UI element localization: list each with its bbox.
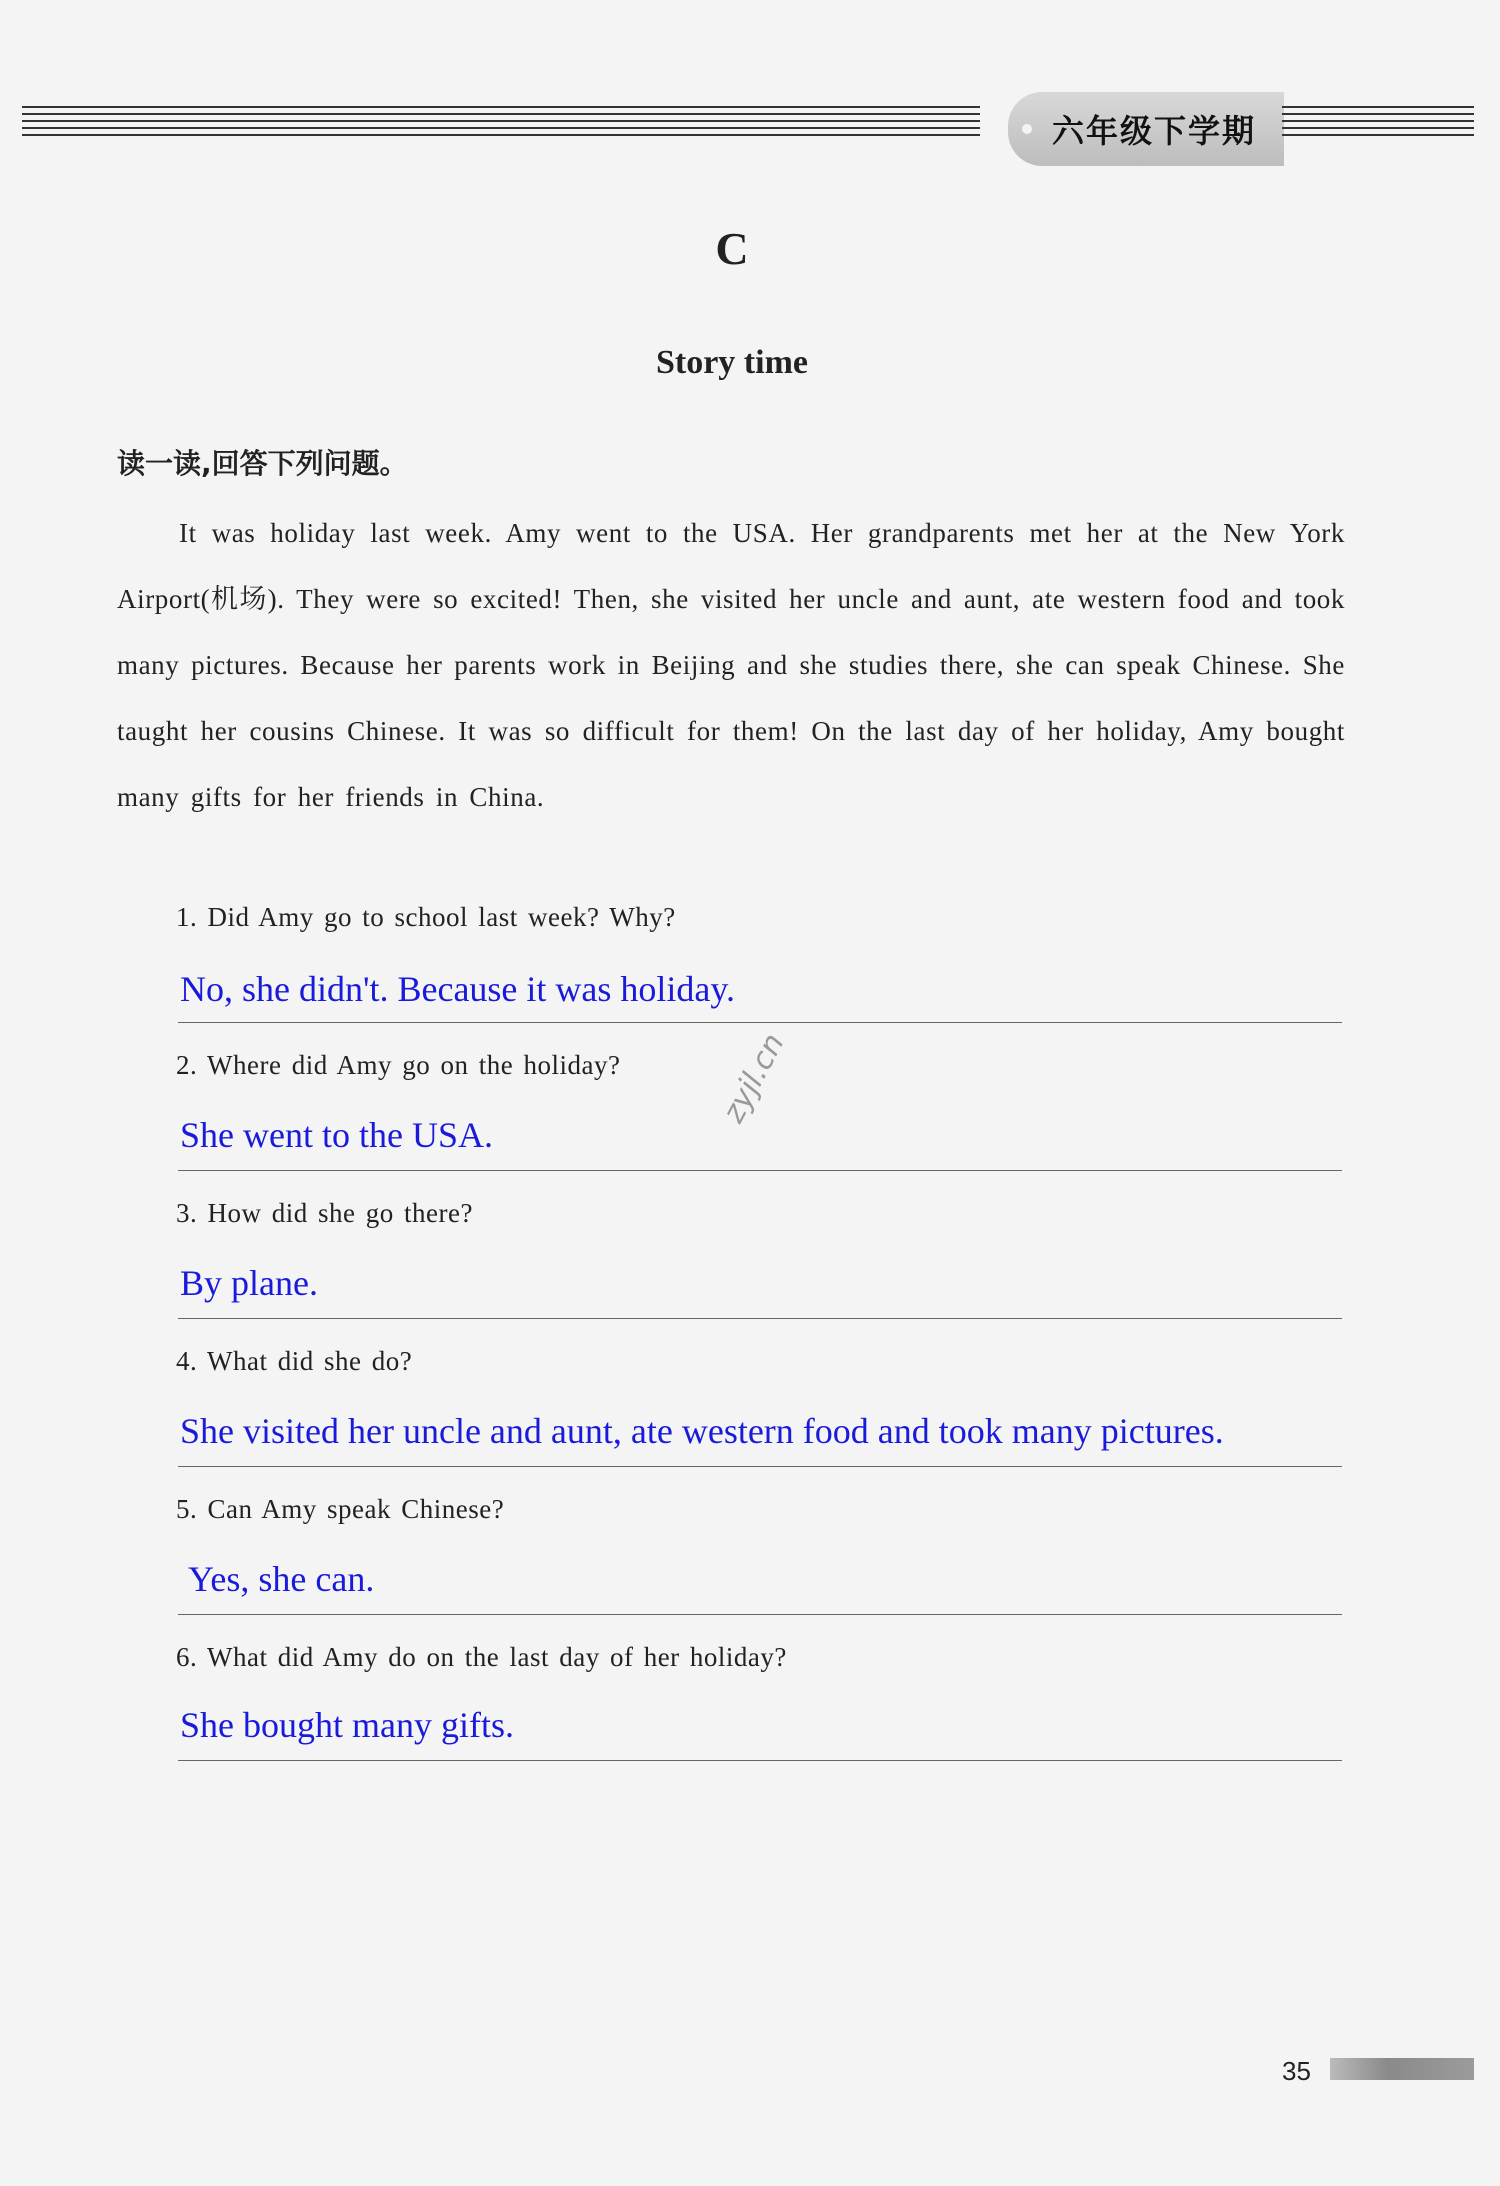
section-title: Story time	[655, 344, 808, 381]
header-rule-right	[1282, 106, 1474, 150]
section-letter: C	[715, 223, 749, 274]
question-2: 2. Where did Amy go on the holiday?	[176, 1050, 621, 1080]
answer-line-2	[178, 1170, 1342, 1171]
page-number: 35	[1282, 2056, 1311, 2086]
question-4: 4. What did she do?	[176, 1346, 413, 1376]
answer-4: She visited her uncle and aunt, ate western food and took many pictures.	[180, 1411, 1224, 1451]
answer-line-5	[178, 1614, 1342, 1615]
answer-line-6	[178, 1760, 1342, 1761]
answer-3: By plane.	[180, 1263, 318, 1303]
answer-1: No, she didn't. Because it was holiday.	[180, 969, 736, 1009]
watermark: zyjl.cn	[716, 1027, 792, 1129]
answer-6: She bought many gifts.	[180, 1705, 514, 1745]
page-number-bar	[1330, 2058, 1474, 2080]
answer-line-4	[178, 1466, 1342, 1467]
question-3: 3. How did she go there?	[176, 1198, 473, 1228]
answer-line-3	[178, 1318, 1342, 1319]
header-rule-left	[22, 106, 980, 150]
answer-2: She went to the USA.	[180, 1115, 493, 1155]
question-5: 5. Can Amy speak Chinese?	[176, 1494, 505, 1524]
question-1: 1. Did Amy go to school last week? Why?	[176, 902, 676, 932]
header-grade-badge	[1008, 92, 1284, 166]
header-grade-text: 六年级下学期	[1051, 112, 1256, 150]
reading-passage: It was holiday last week. Amy went to the USA. Her grandparents met her at the New York Airport(机场). They were so excited! Then, she visited her uncle and aunt, ate western food and took many pictures. Because her parents work in Beijing and she studies there, she can speak Chinese. She taught her cousins Chinese. It was so difficult for them! On the last day of her holiday, Amy bought many gifts for her friends in China.	[117, 518, 1345, 812]
question-6: 6. What did Amy do on the last day of her holiday?	[176, 1642, 787, 1672]
answer-line-1	[178, 1022, 1342, 1023]
instruction: 读一读,回答下列问题。	[117, 447, 408, 480]
answer-5: Yes, she can.	[188, 1559, 375, 1599]
badge-dot-icon	[1022, 124, 1032, 134]
